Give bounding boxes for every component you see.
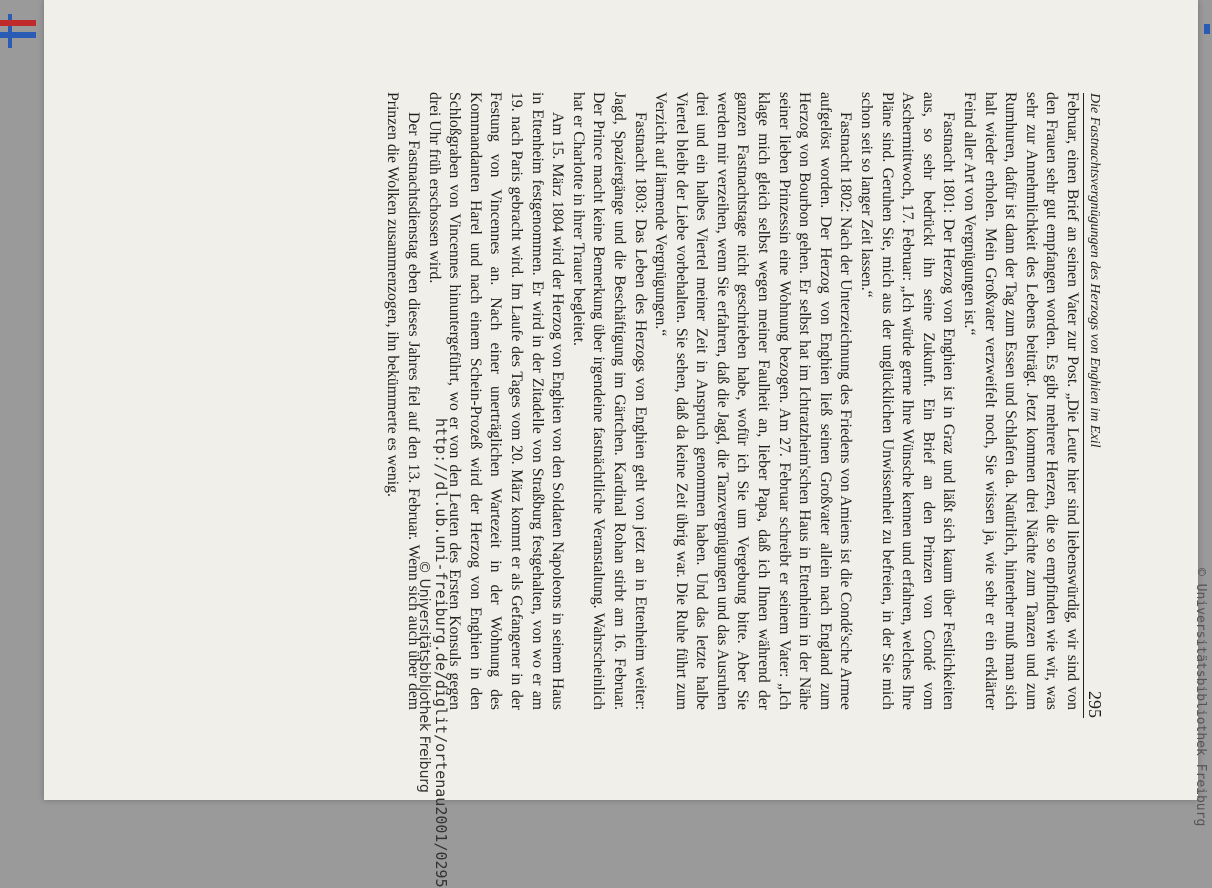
page-number: 295 xyxy=(1085,691,1105,718)
paragraph: Februar, einen Brief an seinen Vater zur Post. „Die Leute hier sind liebenswürdig, wir sind von den Frauen sehr gut empfangen worden. Es gibt mehrere Herzen, die so empfinden wie wir, was sehr zur Annehmlichkeit des Lebens beiträgt. Jetzt kommen drei Nächte zum Tanzen und zum Rumhuren, dafür ist dann der Tag zum Essen und Schlafen da. Natürlich, hinterher muß man sich halt wieder erholen. Mein Großvater verzweifelt noch, Sie wissen ja, wie sehr er ein erklärter Feind aller Art von Vergnügungen ist.“ xyxy=(961,92,1081,710)
page-content xyxy=(114,60,1114,740)
page-body xyxy=(382,92,1082,710)
bookmark-tab-blue-icon[interactable] xyxy=(0,32,36,38)
paragraph: Fastnacht 1801: Der Herzog von Enghien ist in Graz und läßt sich kaum über Festlichkeiten aus, so sehr bedrückt ihn seine Zukunft. Ein Brief an den Prinzen von Condé vom Aschermittwoch, 17. Februar: „Ich würde gerne Ihre Wünsche kennen und erfahren, welches Ihre Pläne sind. Geruhen Sie, mich aus der unglücklichen Unwissenheit zu befreien, in der Sie mich schon seit so langer Zeit lassen.“ xyxy=(858,92,958,710)
running-head xyxy=(1083,93,1106,718)
right-edge-stamp: © Universitätsbibliothek Freiburg xyxy=(1193,568,1208,827)
copyright-stamp: © Universitätsbibliothek Freiburg xyxy=(416,560,432,793)
right-bookmark-icon[interactable] xyxy=(1204,24,1210,34)
paragraph: Der Fastnachtsdienstag eben dieses Jahres fiel auf den 13. Februar. Wenn sich auch über dem Prinzen die Wolken zusammenzogen, ihn bekümmerte es wenig. xyxy=(384,92,422,710)
paragraph: Am 15. März 1804 wird der Herzog von Enghien von den Soldaten Napoleons in seinem Haus in Ettenheim festgenommen. Er wird in der Zitadelle von Straßburg festgehalten, von wo er am 19. nach Paris gebracht wird. Im Laufe des Tages vom 20. März kommt er als Gefangener in der Festung von Vincennes an. Nach einer unerträglichen Wartezeit in der Wohnung des Kommandanten Harel und nach einem Schein-Prozeß wird der Herzog von Enghien in den Schloßgraben von Vincennes hinuntergeführt, wo er von den Leuten des Ersten Konsuls gegen drei Uhr früh erschossen wird. xyxy=(425,92,567,710)
scanned-page xyxy=(44,0,1198,800)
bookmark-tab-red-icon[interactable] xyxy=(0,20,36,26)
running-head-title: Die Fastnachtsvergnügungen des Herzogs von Enghien im Exil xyxy=(1087,93,1102,448)
paragraph: Fastnacht 1802: Nach der Unterzeichnung des Friedens von Amiens ist die Condé'sche Armee aufgelöst worden. Der Herzog von Enghien ließ seinen Großvater allein nach England zum Herzog von Bourbon gehen. Er selbst hat im Ichtratzheim'schen Haus in Ettenheim in der Nähe seiner lieben Prinzessin eine Wohnung bezogen. Am 27. Februar schreibt er seinem Vater: „Ich klage mich gleich selbst wegen meiner Faulheit an, lieber Papa, daß ich Ihnen während der ganzen Fastnachtstage nicht geschrieben habe, wofür ich Sie um Vergebung bitte. Aber Sie werden mir verzeihen, wenn Sie erfahren, daß die Jagd, die Tanzvergnügungen und das Ausruhen drei und ein halbes Viertel meiner Zeit in Anspruch genommen haben. Und das letzte halbe Viertel bleibt der Liebe vorbehalten. Sie sehen, daß da keine Zeit übrig war. Die Ruhe führt zum Verzicht auf lärmende Vergnügungen.“ xyxy=(652,92,855,710)
url-stamp[interactable]: http://dl.ub.uni-freiburg.de/diglit/ortenau2001/0295 xyxy=(432,418,450,888)
paragraph: Fastnacht 1803: Das Leben des Herzogs von Enghien geht von jetzt an in Ettenheim weiter: Jagd, Spaziergänge und die Beschäftigung im Gärtchen. Kardinal Rohan stirbt am 16. Februar. Der Prince macht keine Bemerkung über irgendeine fastnächtliche Veranstaltung. Wahrscheinlich hat er Charlotte in ihrer Trauer begleitet. xyxy=(569,92,649,710)
